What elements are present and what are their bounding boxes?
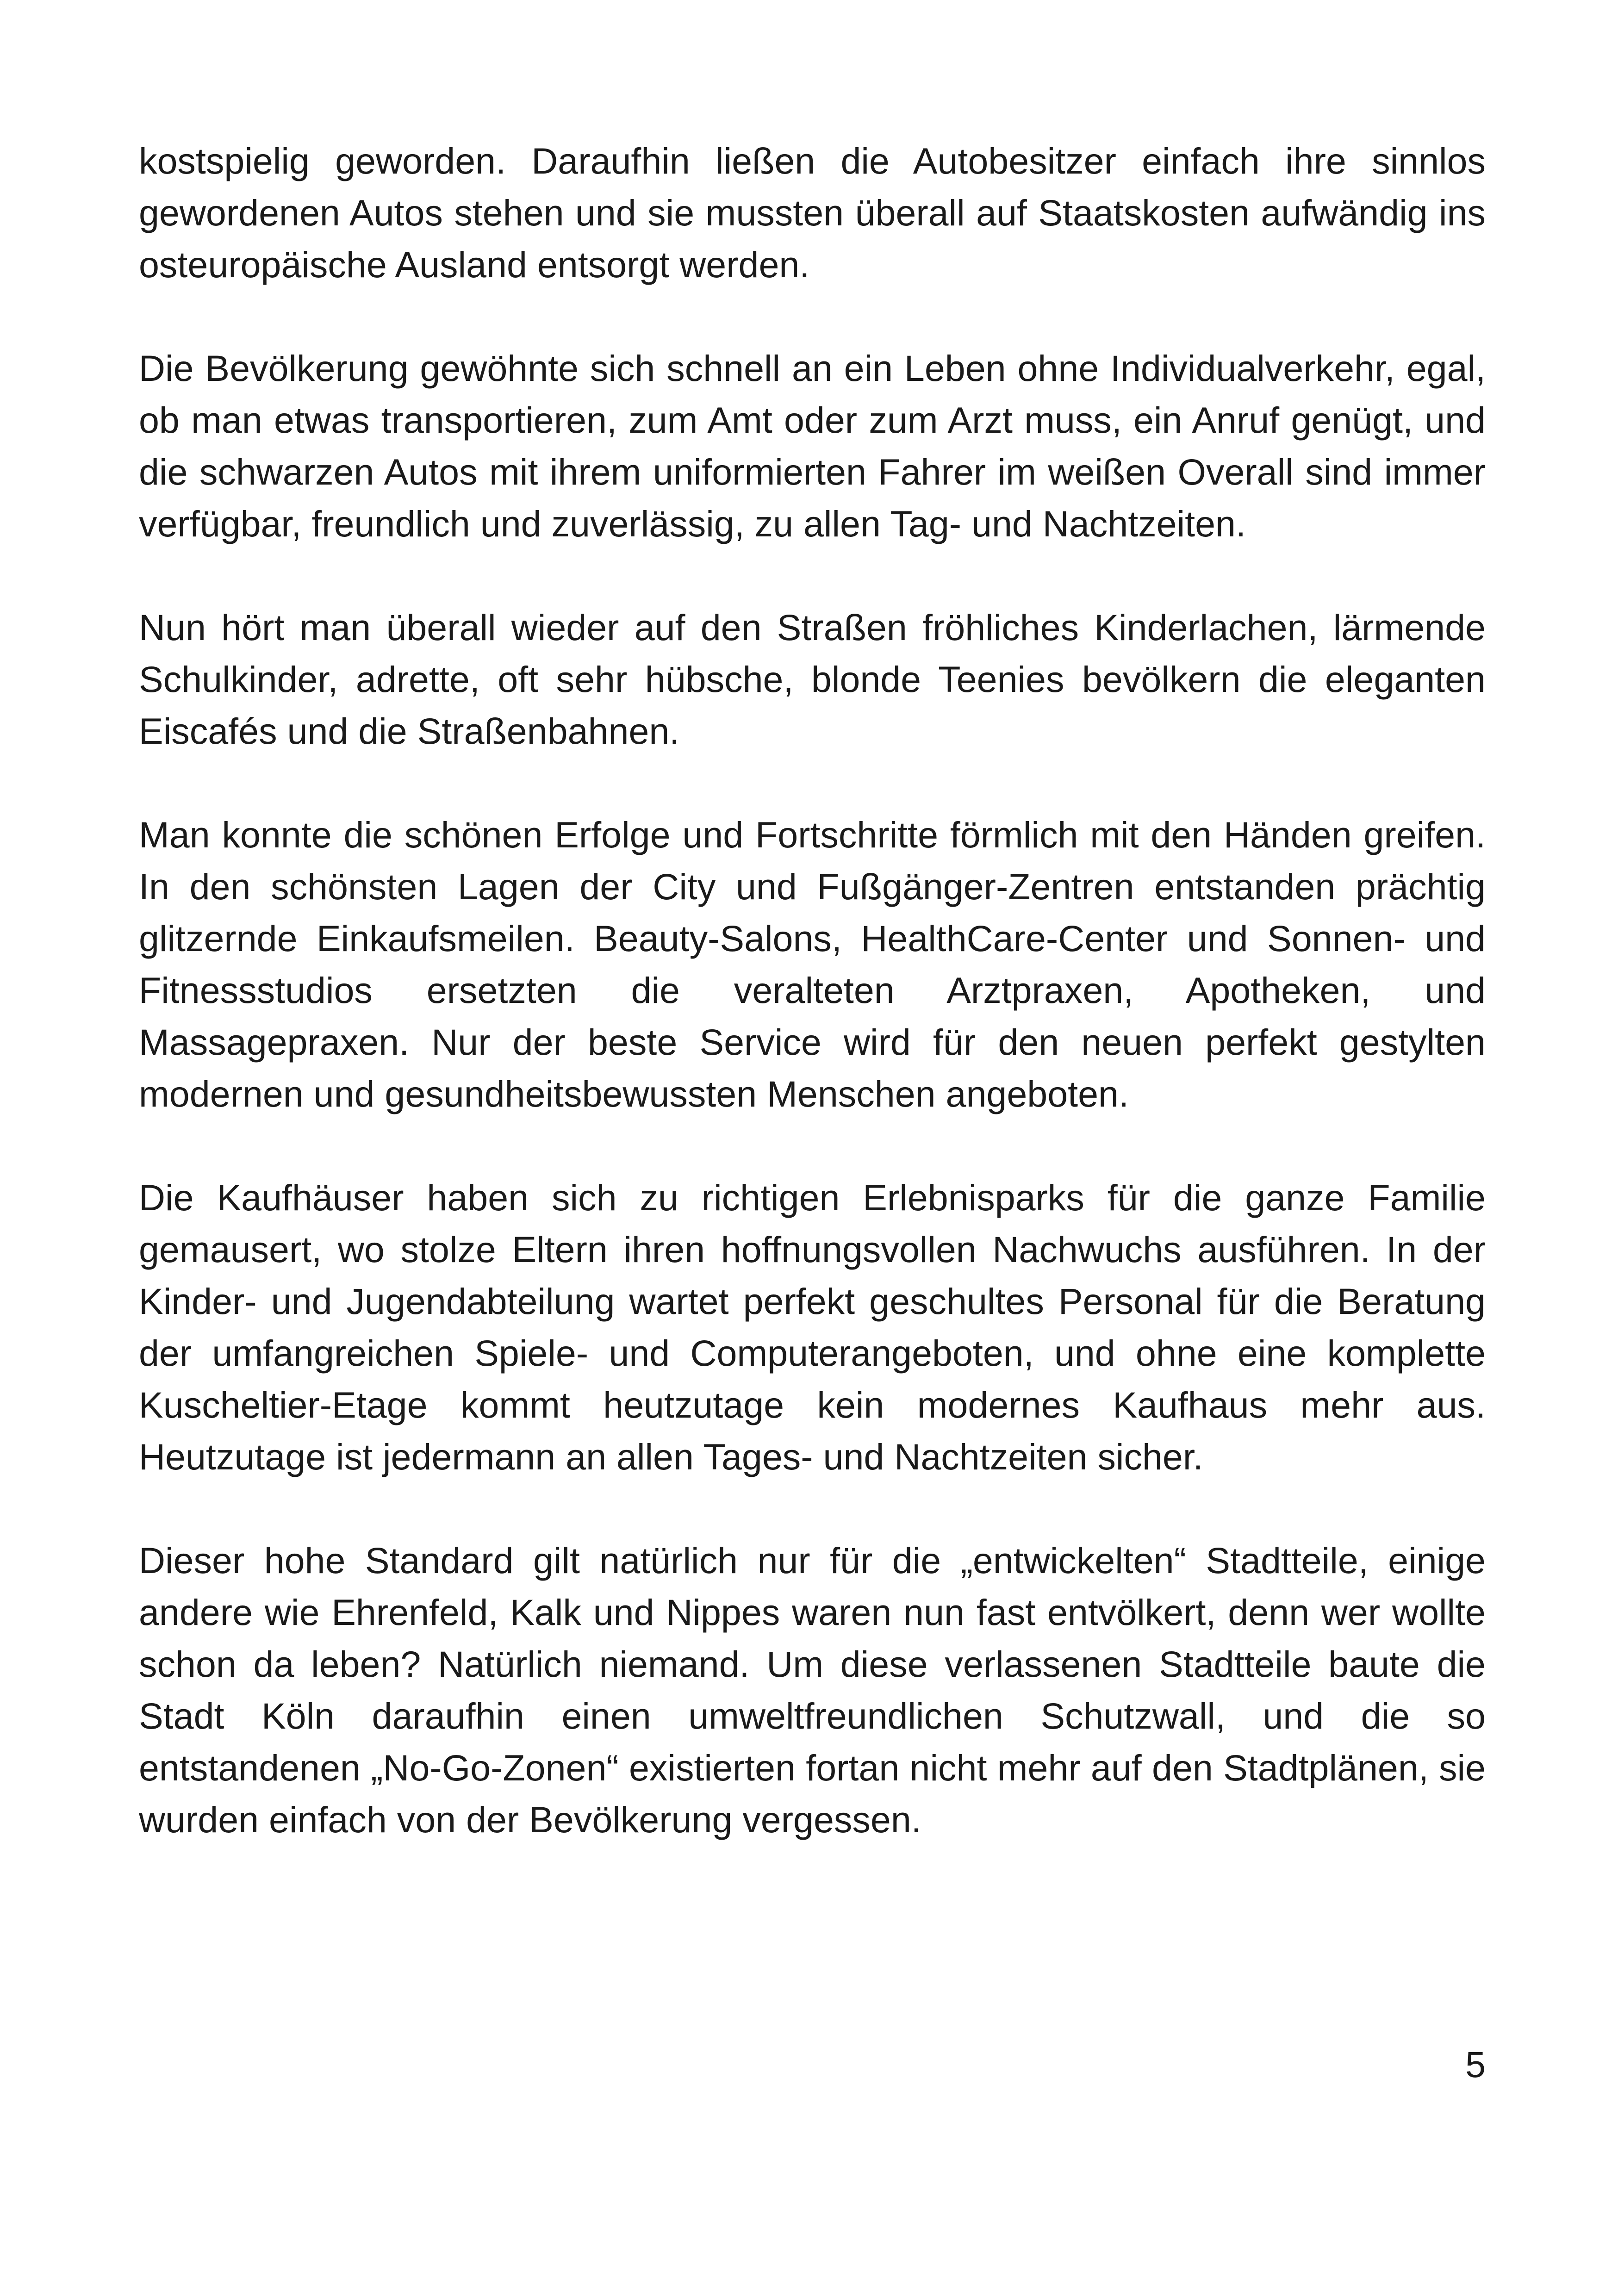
page-number: 5 [1465,2044,1486,2085]
paragraph-5: Die Kaufhäuser haben sich zu richtigen Erlebnisparks für die ganze Familie gemausert, wo stolze Eltern ihren hoffnungsvollen Nachwuchs ausführen. In der Kinder- und Jugendabteilung wartet perfekt geschultes Personal für die Beratung der umfangreichen Spiele- und Computerangeboten, und ohne eine komplette Kuscheltier-Etage kommt heutzutage kein modernes Kaufhaus mehr aus. Heutzutage ist jedermann an allen Tages- und Nachtzeiten sicher. [139,1177,1486,1477]
paragraph-2: Die Bevölkerung gewöhnte sich schnell an ein Leben ohne Individualverkehr, egal, ob man etwas transportieren, zum Amt oder zum Arzt muss, ein Anruf genügt, und die schwarzen Autos mit ihrem uniformierten Fahrer im weißen Overall sind immer verfügbar, freundlich und zuverlässig, zu allen Tag- und Nachtzeiten. [139,348,1486,544]
paragraph-1: kostspielig geworden. Daraufhin ließen die Autobesitzer einfach ihre sinnlos gewordenen Autos stehen und sie mussten überall auf Staatskosten aufwändig ins osteuropäische Ausland entsorgt werden. [139,140,1486,285]
body-text [139,135,1486,1846]
paragraph-3: Nun hört man überall wieder auf den Straßen fröhliches Kinderlachen, lärmende Schulkinder, adrette, oft sehr hübsche, blonde Teenies bevölkern die eleganten Eiscafés und die Straßenbahnen. [139,607,1486,752]
paragraph-4: Man konnte die schönen Erfolge und Fortschritte förmlich mit den Händen greifen. In den schönsten Lagen der City und Fußgänger-Zentren entstanden prächtig glitzernde Einkaufsmeilen. Beauty-Salons, HealthCare-Center und Sonnen- und Fitnessstudios ersetzten die veralteten Arztpraxen, Apotheken, und Massagepraxen. Nur der beste Service wird für den neuen perfekt gestylten modernen und gesundheitsbewussten Menschen angeboten. [139,814,1486,1114]
paragraph-6: Dieser hohe Standard gilt natürlich nur für die „entwickelten“ Stadtteile, einige andere wie Ehrenfeld, Kalk und Nippes waren nun fast entvölkert, denn wer wollte schon da leben? Natürlich niemand. Um diese verlassenen Stadtteile baute die Stadt Köln daraufhin einen umweltfreundlichen Schutzwall, und die so entstandenen „No-Go-Zonen“ existierten fortan nicht mehr auf den Stadtplänen, sie wurden einfach von der Bevölkerung vergessen. [139,1540,1486,1840]
